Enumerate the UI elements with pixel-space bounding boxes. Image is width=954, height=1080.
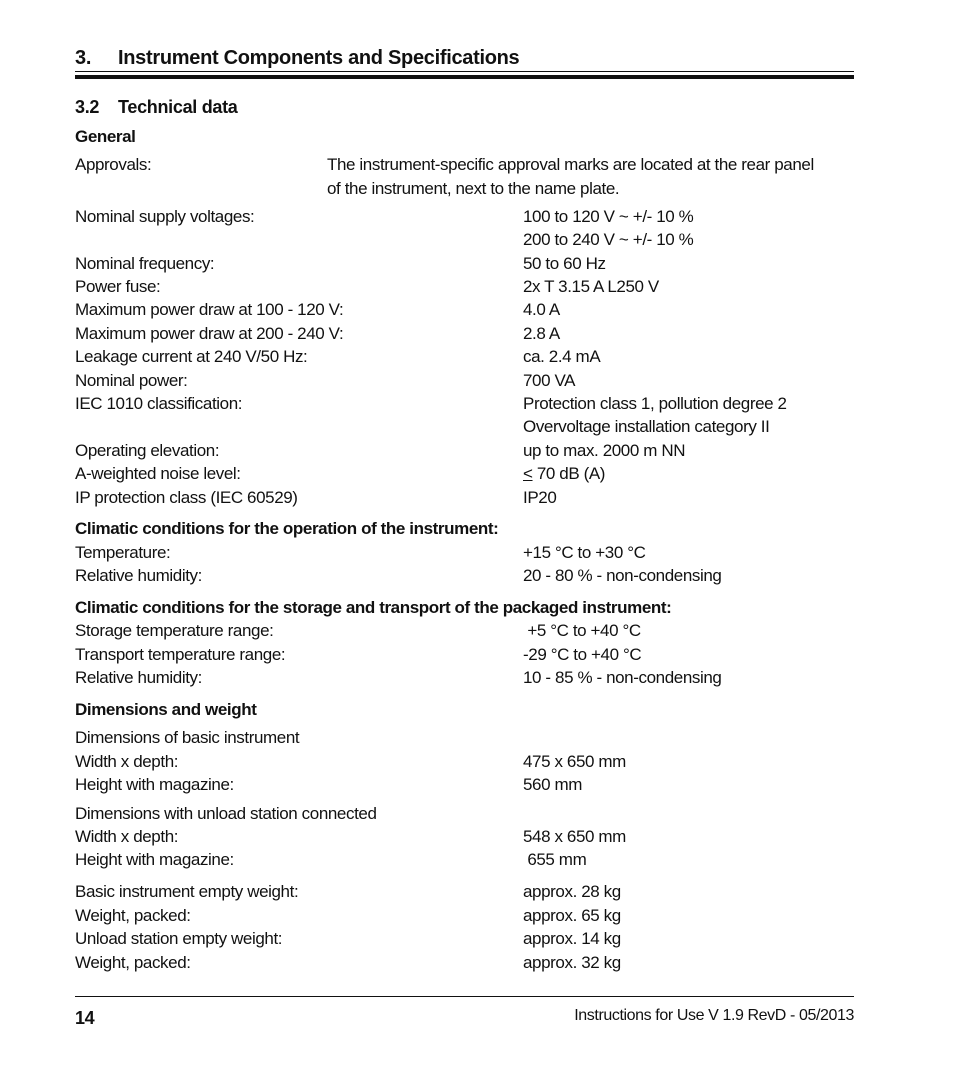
spec-value: 560 mm xyxy=(523,775,583,794)
spec-value: 100 to 120 V ~ +/- 10 % xyxy=(523,207,694,226)
spec-label: Maximum power draw at 200 - 240 V: xyxy=(75,324,344,343)
spec-value: -29 °C to +40 °C xyxy=(523,645,642,664)
spec-label: Nominal power: xyxy=(75,371,188,390)
dimensions-unload-heading: Dimensions with unload station connected xyxy=(75,804,377,823)
spec-label: Operating elevation: xyxy=(75,441,220,460)
spec-value: approx. 28 kg xyxy=(523,882,621,901)
spec-value: up to max. 2000 m NN xyxy=(523,441,686,460)
spec-label: Power fuse: xyxy=(75,277,161,296)
spec-value xyxy=(523,464,605,484)
spec-value: 700 VA xyxy=(523,371,576,390)
dimensions-basic-heading: Dimensions of basic instrument xyxy=(75,728,300,747)
spec-value: IP20 xyxy=(523,488,557,507)
spec-label: Relative humidity: xyxy=(75,668,202,687)
spec-value: 2x T 3.15 A L250 V xyxy=(523,277,659,296)
approvals-text-line-2: of the instrument, next to the name plate. xyxy=(327,179,620,198)
spec-label: Weight, packed: xyxy=(75,953,191,972)
approvals-text-line-1: The instrument-specific approval marks are located at the rear panel xyxy=(327,155,814,174)
spec-label: Nominal supply voltages: xyxy=(75,207,255,226)
spec-value: 655 mm xyxy=(523,850,587,869)
spec-value: 548 x 650 mm xyxy=(523,827,626,846)
spec-value: 4.0 A xyxy=(523,300,560,319)
spec-label: Temperature: xyxy=(75,543,171,562)
chapter-title: Instrument Components and Specifications xyxy=(118,47,520,69)
spec-value: ca. 2.4 mA xyxy=(523,347,601,366)
section-number: 3.2 xyxy=(75,97,100,117)
general-heading: General xyxy=(75,127,136,146)
spec-label: Width x depth: xyxy=(75,752,179,771)
footer-doc-info: Instructions for Use V 1.9 RevD - 05/2013 xyxy=(574,1007,854,1024)
climatic-storage-heading: Climatic conditions for the storage and transport of the packaged instrument: xyxy=(75,598,672,617)
page-number: 14 xyxy=(75,1008,95,1028)
chapter-number: 3. xyxy=(75,47,92,69)
header-rule-thick xyxy=(75,75,854,79)
spec-label: Weight, packed: xyxy=(75,906,191,925)
noise-value: 70 dB (A) xyxy=(532,464,606,483)
spec-label: IP protection class (IEC 60529) xyxy=(75,488,298,507)
spec-value: 20 - 80 % - non-condensing xyxy=(523,566,722,585)
spec-value: approx. 65 kg xyxy=(523,906,621,925)
spec-label: Height with magazine: xyxy=(75,775,234,794)
spec-value: +15 °C to +30 °C xyxy=(523,543,646,562)
spec-value: 2.8 A xyxy=(523,324,560,343)
spec-label: Unload station empty weight: xyxy=(75,929,283,948)
spec-label: Nominal frequency: xyxy=(75,254,215,273)
less-equal-symbol: < xyxy=(523,464,533,483)
spec-label: Basic instrument empty weight: xyxy=(75,882,299,901)
climatic-operation-heading: Climatic conditions for the operation of the instrument: xyxy=(75,519,499,538)
spec-value: 10 - 85 % - non-condensing xyxy=(523,668,722,687)
footer-rule xyxy=(75,996,854,997)
spec-value: approx. 32 kg xyxy=(523,953,621,972)
spec-label: A-weighted noise level: xyxy=(75,464,241,483)
spec-value: Overvoltage installation category II xyxy=(523,417,770,436)
spec-label: Leakage current at 240 V/50 Hz: xyxy=(75,347,308,366)
spec-label: IEC 1010 classification: xyxy=(75,394,243,413)
spec-value: 50 to 60 Hz xyxy=(523,254,606,273)
spec-label: Storage temperature range: xyxy=(75,621,274,640)
spec-value: approx. 14 kg xyxy=(523,929,621,948)
spec-value: 200 to 240 V ~ +/- 10 % xyxy=(523,230,694,249)
spec-label: Height with magazine: xyxy=(75,850,234,869)
spec-label: Width x depth: xyxy=(75,827,179,846)
spec-label: Maximum power draw at 100 - 120 V: xyxy=(75,300,344,319)
spec-label: Relative humidity: xyxy=(75,566,202,585)
section-title: Technical data xyxy=(118,97,238,117)
dimensions-heading: Dimensions and weight xyxy=(75,700,257,719)
spec-value: Protection class 1, pollution degree 2 xyxy=(523,394,787,413)
spec-value: +5 °C to +40 °C xyxy=(523,621,641,640)
header-rule-thin xyxy=(75,71,854,72)
spec-label: Transport temperature range: xyxy=(75,645,286,664)
spec-value: 475 x 650 mm xyxy=(523,752,626,771)
approvals-label: Approvals: xyxy=(75,155,152,174)
